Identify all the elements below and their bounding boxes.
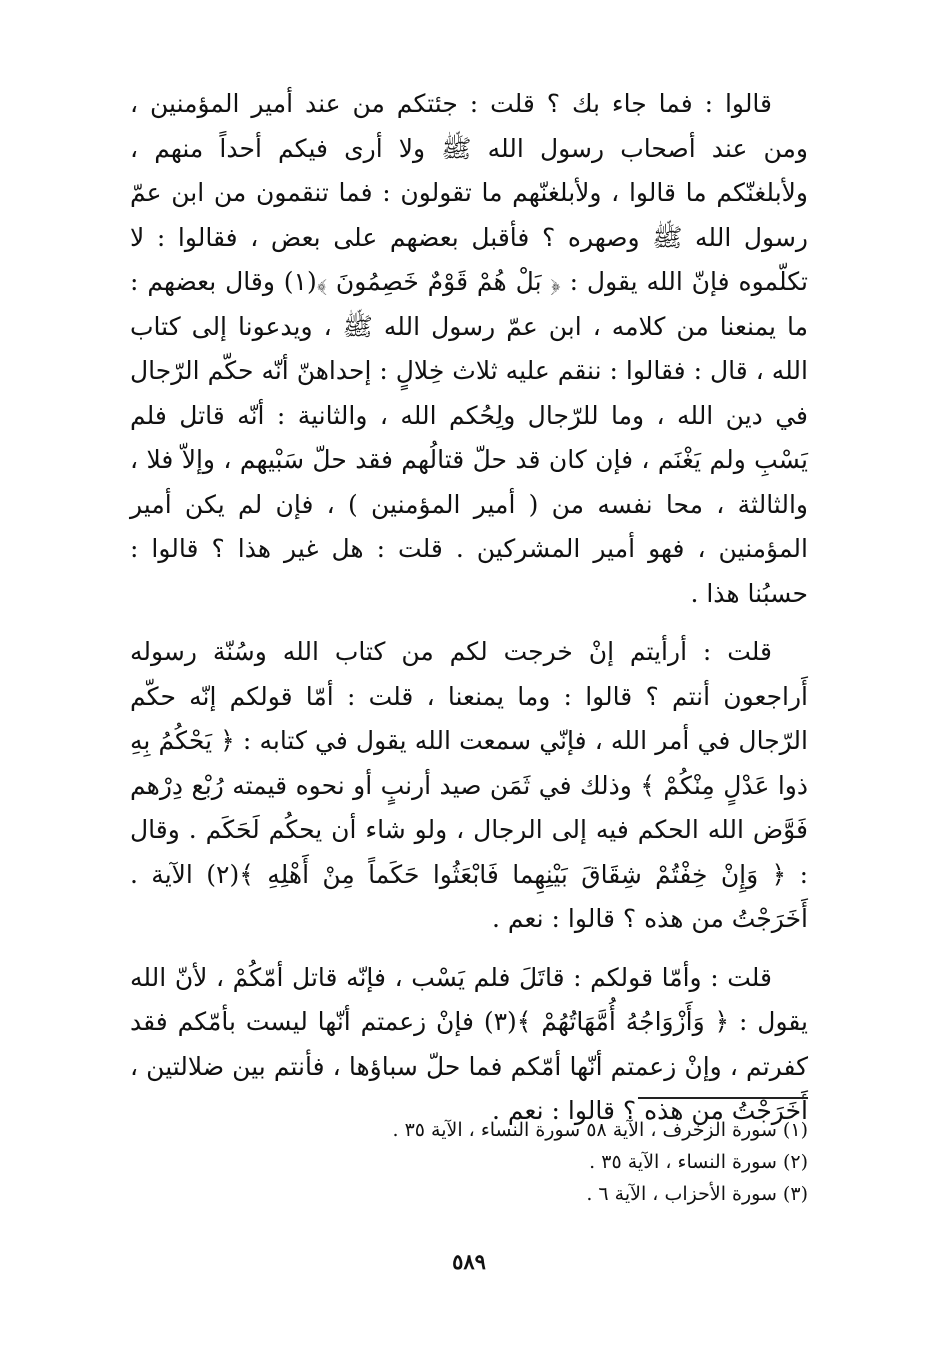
paragraph-3: قلت : وأمّا قولكم : قاتَلَ فلم يَسْب ، فإنّه قاتل أمّكُمْ ، لأنّ الله يقول : ﴿ وَأَزْوَاجُهُ أُمَّهَاتُهُمْ ﴾(٣) فإنْ زعمتم أنّها ليست بأمّكم فقد كفرتم ، وإنْ زعمتم أنّها أمّكم فما حلّ سباؤها ، فأنتم بين ضلالتين ، أَخَرَجْتُ من هذه ؟ قالوا : نعم . xyxy=(130,962,808,1125)
footnote-1: (١) سورة الزخرف ، الآية ٥٨ سورة النساء ، الآية ٣٥ . xyxy=(392,1119,808,1141)
footnote-3: (٣) سورة الأحزاب ، الآية ٦ . xyxy=(586,1183,808,1205)
footnote-divider xyxy=(638,1097,808,1099)
paragraph-1: قالوا : فما جاء بك ؟ قلت : جئتكم من عند أمير المؤمنين ، ومن عند أصحاب رسول الله ﷺ ولا أرى فيكم أحداً منهم ، ولأبلغنّكم ما قالوا ، ولأبلغنّهم ما تقولون : فما تنقمون من ابن عمّ رسول الله ﷺ وصهره ؟ فأقبل بعضهم على بعض ، فقالوا : لا تكلّموه فإنّ الله يقول : ﴿ بَلْ هُمْ قَوْمٌ خَصِمُونَ ﴾(١) وقال بعضهم : ما يمنعنا من كلامه ، ابن عمّ رسول الله ﷺ ، ويدعونا إلى كتاب الله ، قال : فقالوا : ننقم عليه ثلاث خِلالٍ : إحداهنّ أنّه حكّم الرّجال في دين الله ، وما للرّجال ولِحُكم الله ، والثانية : أنّه قاتل فلم يَسْبِ ولم يَغْنَم ، فإن كان قد حلّ قتالُهم فقد حلّ سَبْيهم ، وإلاّ فلا ، والثالثة ، محا نفسه من ( أمير المؤمنين ) ، فإن لم يكن أمير المؤمنين ، فهو أمير المشركين . قلت : هل غير هذا ؟ قالوا : حسبُنا هذا . xyxy=(130,89,808,608)
page-number: ٥٨٩ xyxy=(452,1249,486,1274)
main-text xyxy=(130,82,808,1148)
footnotes xyxy=(300,1114,808,1210)
paragraph-2: قلت : أرأيتم إنْ خرجت لكم من كتاب الله وسُنّة رسوله أَراجعون أنتم ؟ قالوا : وما يمنعنا ، قلت : أمّا قولكم إنّه حكّم الرّجال في أمر الله ، فإنّي سمعت الله يقول في كتابه : ﴿ يَحْكُمُ بِهِ ذوا عَدْلٍ مِنْكُمْ ﴾ وذلك في ثَمَن صيد أرنبٍ أو نحوه قيمته رُبْع دِرْهم فَوَّض الله الحكم فيه إلى الرجال ، ولو شاء أن يحكُم لَحَكَم . وقال : ﴿ وَإِنْ خِفْتُمْ شِقَاقَ بَيْنِهِما فَابْعَثُوا حَكَماً مِنْ أَهْلِهِ ﴾(٢) الآية . أَخَرَجْتُ من هذه ؟ قالوا : نعم . xyxy=(130,637,808,933)
footnote-2: (٢) سورة النساء ، الآية ٣٥ . xyxy=(589,1151,808,1173)
